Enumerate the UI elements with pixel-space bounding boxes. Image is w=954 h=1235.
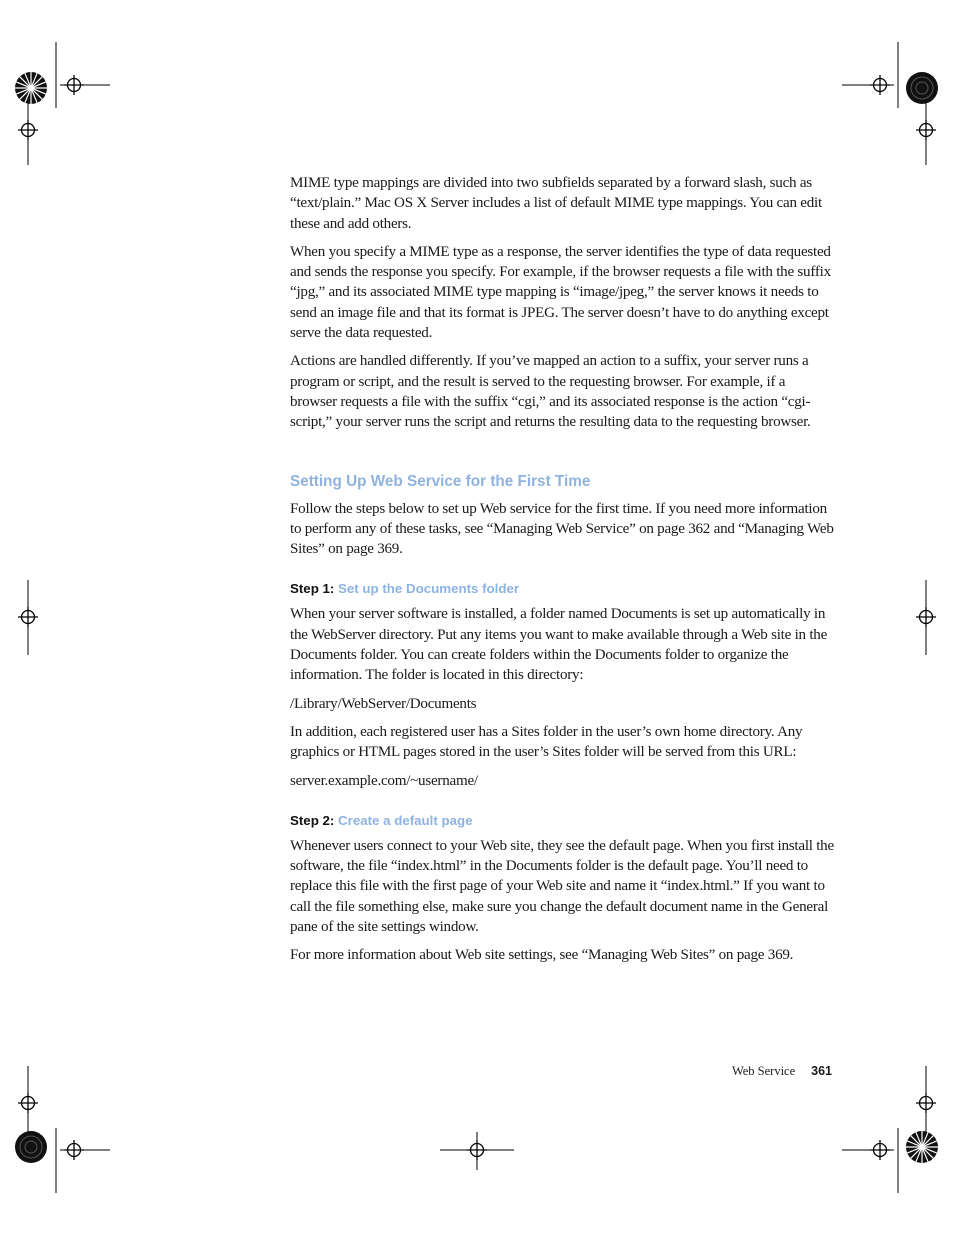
user-url: server.example.com/~username/ — [290, 772, 478, 789]
body-paragraph: When your server software is installed, a folder named Documents is set up automatically in the WebServer directory. Put any items you want to make available through a Web site in the Documents folder. You can create folders within the Documents folder to organize the information. The folder is located in this directory: — [290, 606, 828, 684]
body-paragraph: MIME type mappings are divided into two subfields separated by a forward slash, such as “text/plain.” Mac OS X Server includes a list of default MIME type mappings. You can edit these and add others. — [290, 175, 822, 232]
step-2-heading — [290, 813, 835, 828]
body-paragraph: In addition, each registered user has a Sites folder in the user’s own home directory. Any graphics or HTML pages stored in the user’s Sites folder will be served from this URL: — [290, 723, 803, 761]
body-paragraph: When you specify a MIME type as a response, the server identifies the type of data requested and sends the response you specify. For example, if the browser requests a file with the suffix “jpg,” and its associated MIME type mapping is “image/jpeg,” the server knows it needs to send an image file and that its format is JPEG. The server doesn’t have to do anything except serve the data requested. — [290, 243, 831, 342]
step-label: Step 1: — [290, 581, 335, 597]
step-1-heading — [290, 581, 835, 596]
page-body — [290, 173, 835, 966]
step-title: Set up the Documents folder — [338, 581, 520, 597]
directory-path: /Library/WebServer/Documents — [290, 695, 477, 712]
step-label: Step 2: — [290, 812, 335, 828]
page-footer — [600, 1064, 832, 1079]
step-title: Create a default page — [338, 812, 473, 828]
section-intro: Follow the steps below to set up Web service for the first time. If you need more information to perform any of these tasks, see “Managing Web Service” on page 362 and “Managing Web Sites” on page 369. — [290, 500, 834, 558]
footer-section-name: Web Service — [731, 1064, 796, 1078]
body-paragraph: For more information about Web site settings, see “Managing Web Sites” on page 369. — [290, 947, 794, 964]
body-paragraph: Whenever users connect to your Web site, they see the default page. When you first install the software, the file “index.html” in the Documents folder is the default page. You’ll need to replace this file with the first page of your Web site and name it “index.html.” If you want to call the file something else, make sure you change the default document name in the General pane of the site settings window. — [290, 837, 834, 936]
section-heading: Setting Up Web Service for the First Time — [290, 472, 591, 490]
page-number: 361 — [811, 1064, 832, 1078]
body-paragraph: Actions are handled differently. If you’ve mapped an action to a suffix, your server runs a program or script, and the result is served to the requesting browser. For example, if a browser requests a file with the suffix “cgi,” and its associated response is the action “cgi-script,” your server runs the script and returns the resulting data to the requesting browser. — [290, 353, 811, 431]
